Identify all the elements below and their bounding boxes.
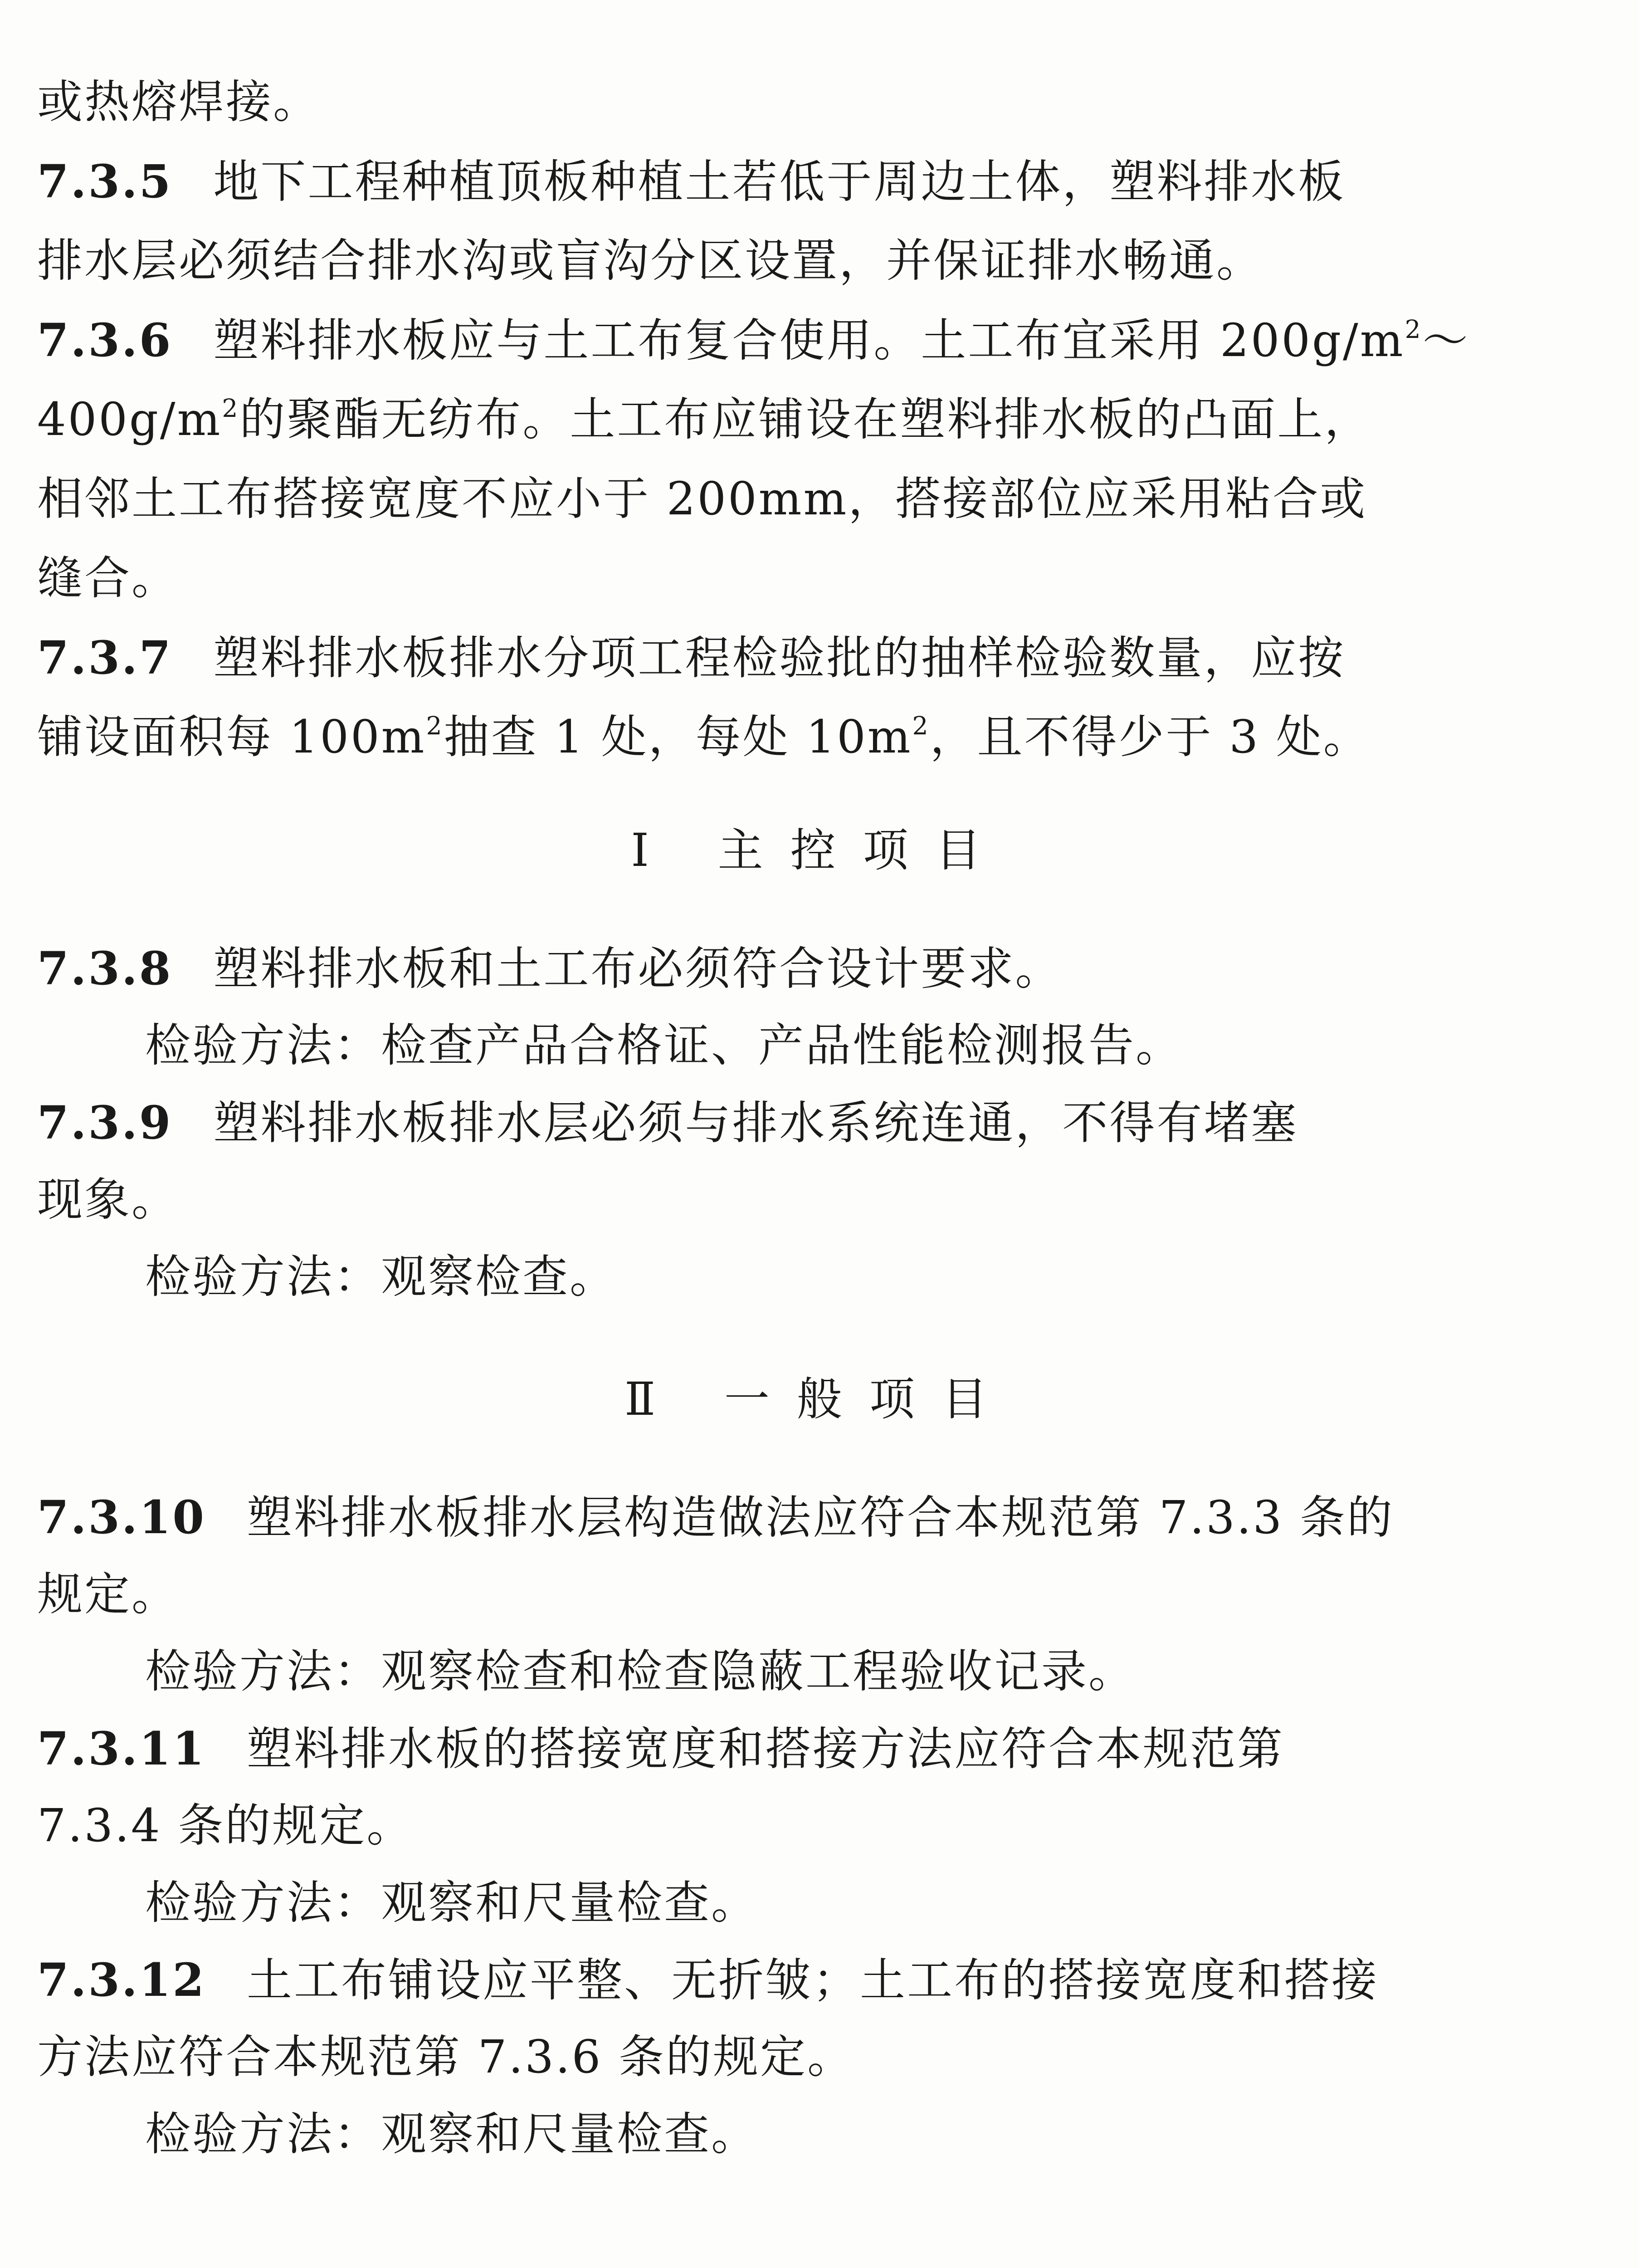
clause-number: 7.3.7 <box>37 631 173 684</box>
text-line: 相邻土工布搭接宽度不应小于 200mm，搭接部位应采用粘合或 <box>37 472 1367 525</box>
text-line: 现象。 <box>37 1173 179 1226</box>
clause-7-3-5: 7.3.5 地下工程种植顶板种植土若低于周边土体，塑料排水板 <box>37 155 1346 208</box>
clause-number: 7.3.6 <box>37 313 173 367</box>
inspection-method: 检验方法：观察检查。 <box>145 1250 617 1303</box>
inspection-method: 检验方法：检查产品合格证、产品性能检测报告。 <box>145 1019 1183 1072</box>
text-line: 方法应符合本规范第 7.3.6 条的规定。 <box>37 2030 855 2083</box>
clause-number: 7.3.10 <box>37 1491 206 1544</box>
text-line: 或热熔焊接。 <box>37 75 320 128</box>
clause-7-3-11: 7.3.11 塑料排水板的搭接宽度和搭接方法应符合本规范第 <box>37 1722 1284 1775</box>
text-line: $400g/m^2$的聚酯无纺布。土工布应铺设在塑料排水板的凸面上， <box>37 393 1372 446</box>
clause-7-3-10: 7.3.10 塑料排水板排水层构造做法应符合本规范第 7.3.3 条的 <box>37 1491 1394 1544</box>
text-line: 排水层必须结合排水沟或盲沟分区设置，并保证排水畅通。 <box>37 234 1263 287</box>
clause-7-3-9: 7.3.9 塑料排水板排水层必须与排水系统连通，不得有堵塞 <box>37 1096 1298 1149</box>
clause-number: 7.3.11 <box>37 1722 206 1775</box>
inspection-method: 检验方法：观察和尺量检查。 <box>145 1876 758 1929</box>
clause-7-3-8: 7.3.8 塑料排水板和土工布必须符合设计要求。 <box>37 942 1063 995</box>
text-line: 规定。 <box>37 1568 179 1621</box>
clause-number: 7.3.8 <box>37 942 173 995</box>
clause-7-3-6: 7.3.6 塑料排水板应与土工布复合使用。土工布宜采用 $200g/m^2\sim$ <box>37 313 1470 367</box>
clause-number: 7.3.12 <box>37 1953 206 2007</box>
clause-7-3-7: 7.3.7 塑料排水板排水分项工程检验批的抽样检验数量，应按 <box>37 631 1346 684</box>
inspection-method: 检验方法：观察和尺量检查。 <box>145 2107 758 2160</box>
section-heading-general: Ⅱ 一般项目 <box>624 1373 1015 1426</box>
clause-number: 7.3.9 <box>37 1096 173 1149</box>
text-line: 缝合。 <box>37 552 179 605</box>
clause-7-3-12: 7.3.12 土工布铺设应平整、无折皱；土工布的搭接宽度和搭接 <box>37 1953 1379 2007</box>
text-line: 7.3.4 条的规定。 <box>37 1799 414 1852</box>
inspection-method: 检验方法：观察检查和检查隐蔽工程验收记录。 <box>145 1645 1136 1698</box>
section-heading-main: Ⅰ 主控项目 <box>631 824 1008 877</box>
text-line: 铺设面积每 $100m^2$抽查 1 处，每处 $10m^2$，且不得少于 3 处。 <box>37 710 1371 763</box>
clause-number: 7.3.5 <box>37 155 173 208</box>
